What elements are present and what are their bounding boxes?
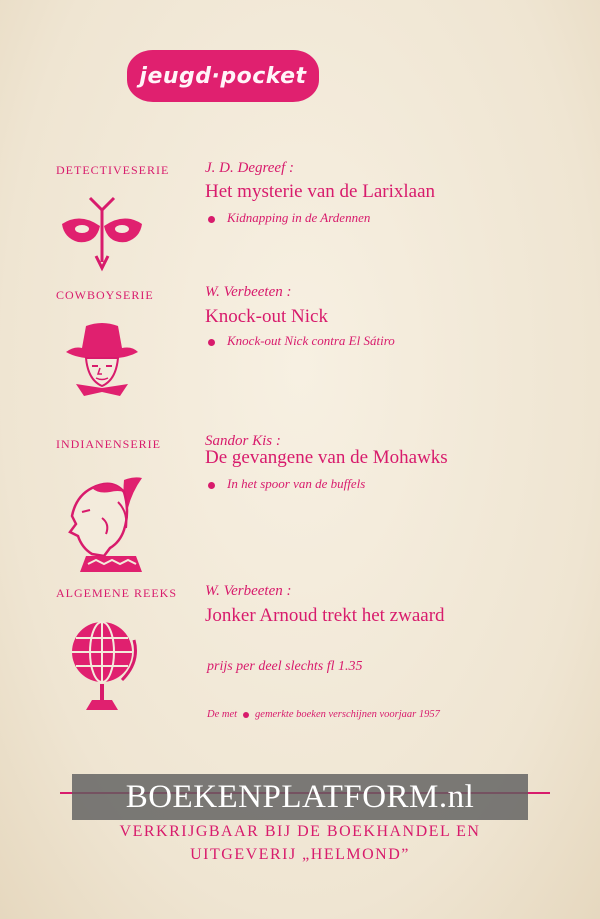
author-degreef: J. D. Degreef :: [205, 160, 294, 176]
author-verbeeten-2: W. Verbeeten :: [205, 583, 292, 599]
subtitle-buffels: [208, 476, 365, 492]
cowboy-icon: [64, 318, 140, 398]
note-before-text: De met: [207, 709, 238, 720]
spring-release-note: [207, 709, 440, 720]
title-knock-out-nick: Knock-out Nick: [205, 306, 328, 327]
subtitle-text: In het spoor van de buffels: [227, 476, 366, 491]
series-label-indian: INDIANENSERIE: [56, 437, 161, 451]
bullet-dot-icon: [208, 339, 215, 346]
subtitle-kidnapping: [208, 210, 370, 226]
title-larixlaan: Het mysterie van de Larixlaan: [205, 181, 436, 202]
bullet-dot-icon: [243, 712, 249, 718]
watermark-banner: BOEKENPLATFORM.nl: [72, 774, 528, 820]
globe-icon: [66, 610, 140, 714]
indian-head-icon: [62, 472, 148, 576]
footer-line-1: VERKRIJGBAAR BIJ DE BOEKHANDEL EN: [119, 823, 481, 840]
logo-text: jeugd·pocket: [139, 63, 307, 89]
series-label-cowboy: COWBOYSERIE: [56, 288, 154, 302]
author-verbeeten-1: W. Verbeeten :: [205, 284, 292, 300]
subtitle-el-satiro: [208, 333, 395, 349]
mask-icon: [60, 196, 144, 272]
bullet-dot-icon: [208, 482, 215, 489]
footer-line-2: UITGEVERIJ „HELMOND”: [190, 846, 410, 863]
subtitle-text: Kidnapping in de Ardennen: [227, 210, 371, 225]
title-mohawks: De gevangene van de Mohawks: [205, 447, 448, 468]
title-jonker-arnoud: Jonker Arnoud trekt het zwaard: [205, 605, 445, 626]
author-sandor-kis: Sandor Kis :: [205, 433, 281, 449]
subtitle-text: Knock-out Nick contra El Sátiro: [227, 333, 395, 348]
series-label-detective: DETECTIVESERIE: [56, 163, 170, 177]
bullet-dot-icon: [208, 216, 215, 223]
series-label-algemeen: ALGEMENE REEKS: [56, 586, 177, 600]
price-note: prijs per deel slechts fl 1.35: [207, 659, 363, 674]
note-after-text: gemerkte boeken verschijnen voorjaar 1957: [255, 709, 440, 720]
jeugd-pocket-logo: [127, 50, 319, 102]
